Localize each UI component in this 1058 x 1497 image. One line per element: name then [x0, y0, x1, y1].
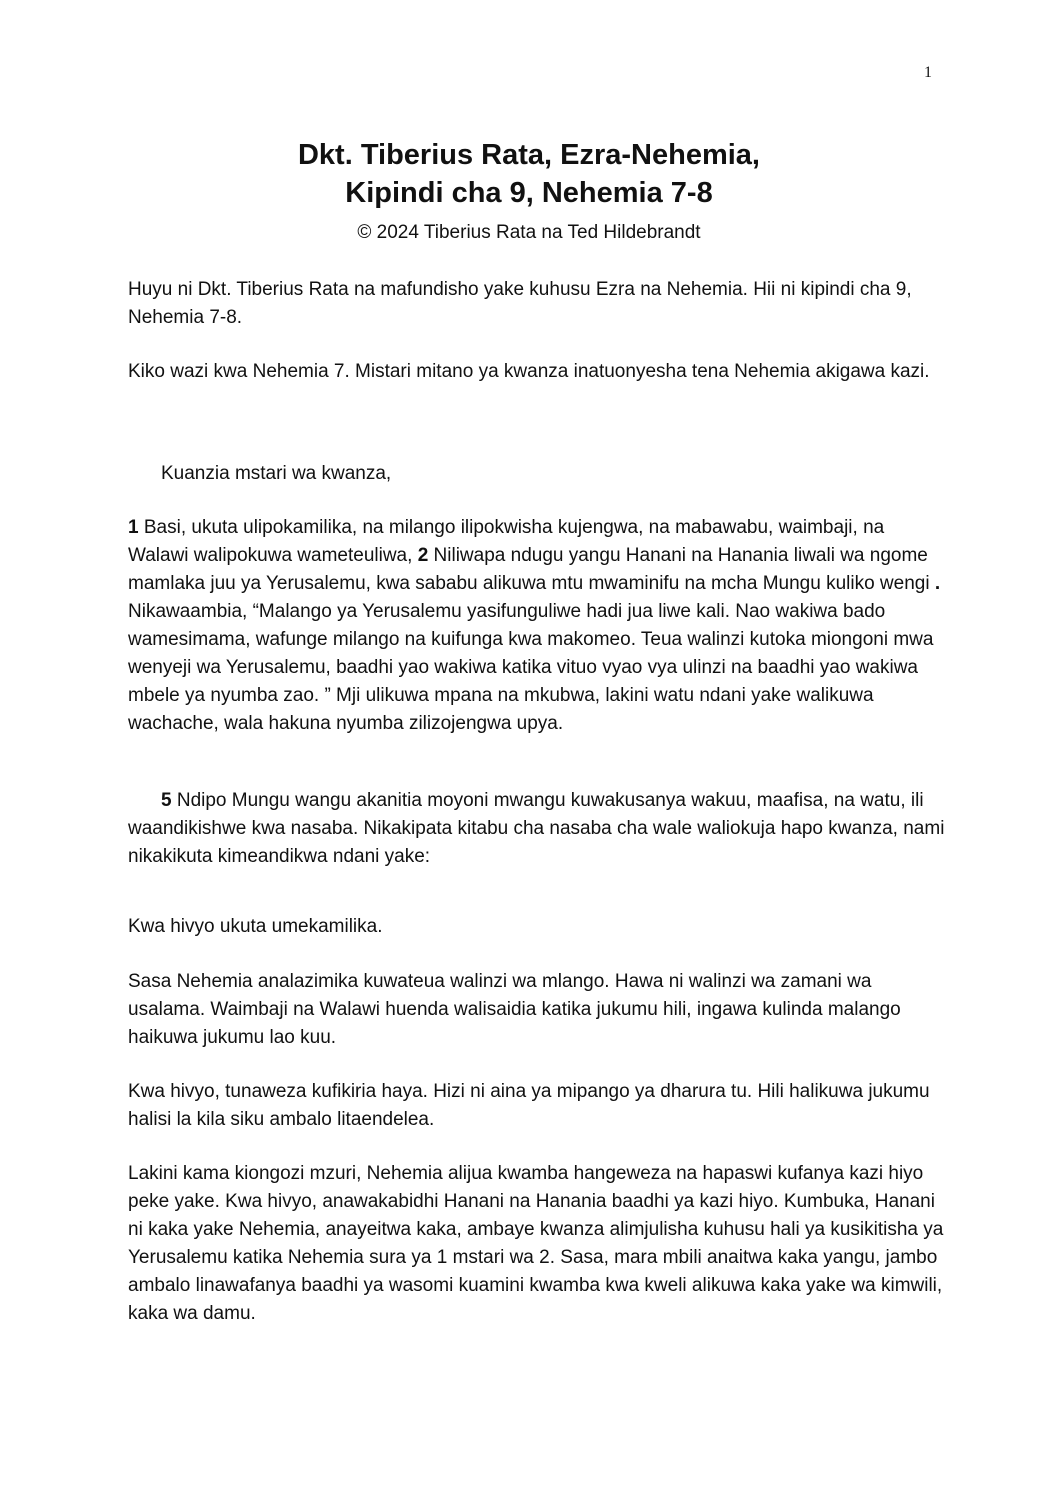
verse-number-2: 2	[417, 545, 429, 566]
paragraph-7: Sasa Nehemia analazimika kuwateua walinzi wa mlango. Hawa ni walinzi wa zamani wa usalama. Waimbaji na Walawi huenda walisaidia katika jukumu hili, ingawa kulinda malango haikuwa jukumu lao kuu.	[128, 971, 901, 1048]
title-line-2: Kipindi cha 9, Nehemia 7-8	[345, 177, 713, 209]
paragraph-6: Kwa hivyo ukuta umekamilika.	[128, 916, 383, 937]
verse-text-rest: Nikawaambia, “Malango ya Yerusalemu yasifunguliwe hadi jua liwe kali. Nao wakiwa bado wamesimama, wafunge milango na kuifunga kwa makomeo. Teua walinzi kutoka miongoni mwa wenyeji wa Yerusalemu, baadhi yao wakiwa katika vituo vyao vya ulinzi na baadhi yao wakiwa mbele ya nyumba zao. ” Mji ulikuwa mpana na mkubwa, lakini watu ndani yake walikuwa wachache, wala hakuna nyumba zilizojengwa upya.	[128, 601, 934, 734]
verse-number-1: 1	[128, 517, 139, 538]
verse-text-5: Ndipo Mungu wangu akanitia moyoni mwangu kuwakusanya wakuu, maafisa, na watu, ili waandikishwe kwa nasaba. Nikakipata kitabu cha nasaba cha wale waliokuja hapo kwanza, nami nikakikuta kimeandikwa ndani yake:	[128, 790, 945, 867]
scripture-quote-2	[128, 787, 948, 871]
intro-paragraph: Huyu ni Dkt. Tiberius Rata na mafundisho yake kuhusu Ezra na Nehemia. Hii ni kipindi cha 9, Nehemia 7-8.	[128, 279, 912, 328]
paragraph-9: Lakini kama kiongozi mzuri, Nehemia alijua kwamba hangeweza na hapaswi kufanya kazi hiyo peke yake. Kwa hivyo, anawakabidhi Hanani na Hanania baadhi ya kazi hiyo. Kumbuka, Hanani ni kaka yake Nehemia, anayeitwa kaka, ambaye kwanza alimjulisha kuhusu hali ya kusikitisha ya Yerusalemu katika Nehemia sura ya 1 mstari wa 2. Sasa, mara mbili anaitwa kaka yangu, jambo ambalo linawafanya baadhi ya wasomi kuamini kwamba kwa kweli alikuwa kaka yake wa kimwili, kaka wa damu.	[128, 1163, 944, 1324]
scripture-quote-1	[128, 514, 948, 738]
verse-period: .	[934, 573, 941, 594]
paragraph-2: Kiko wazi kwa Nehemia 7. Mistari mitano ya kwanza inatuonyesha tena Nehemia akigawa kazi.	[128, 361, 930, 382]
paragraph-3: Kuanzia mstari wa kwanza,	[161, 463, 392, 484]
paragraph-8: Kwa hivyo, tunaweza kufikiria haya. Hizi ni aina ya mipango ya dharura tu. Hili halikuwa jukumu halisi la kila siku ambalo litaendelea.	[128, 1081, 930, 1130]
copyright-line: © 2024 Tiberius Rata na Ted Hildebrandt	[357, 222, 701, 243]
title-line-1: Dkt. Tiberius Rata, Ezra-Nehemia,	[297, 139, 760, 171]
verse-number-5: 5	[161, 790, 172, 811]
verse-text-1: Basi, ukuta ulipokamilika, na milango ilipokwisha kujengwa, na mabawabu, waimbaji, na Walawi walipokuwa wameteuliwa,	[128, 517, 885, 566]
page-number: 1	[924, 64, 932, 81]
verse-text-2: Niliwapa ndugu yangu Hanani na Hanania liwali wa ngome mamlaka juu ya Yerusalemu, kwa sababu alikuwa mtu mwaminifu na mcha Mungu kuliko wengi	[128, 545, 935, 594]
document-title	[0, 136, 1058, 212]
